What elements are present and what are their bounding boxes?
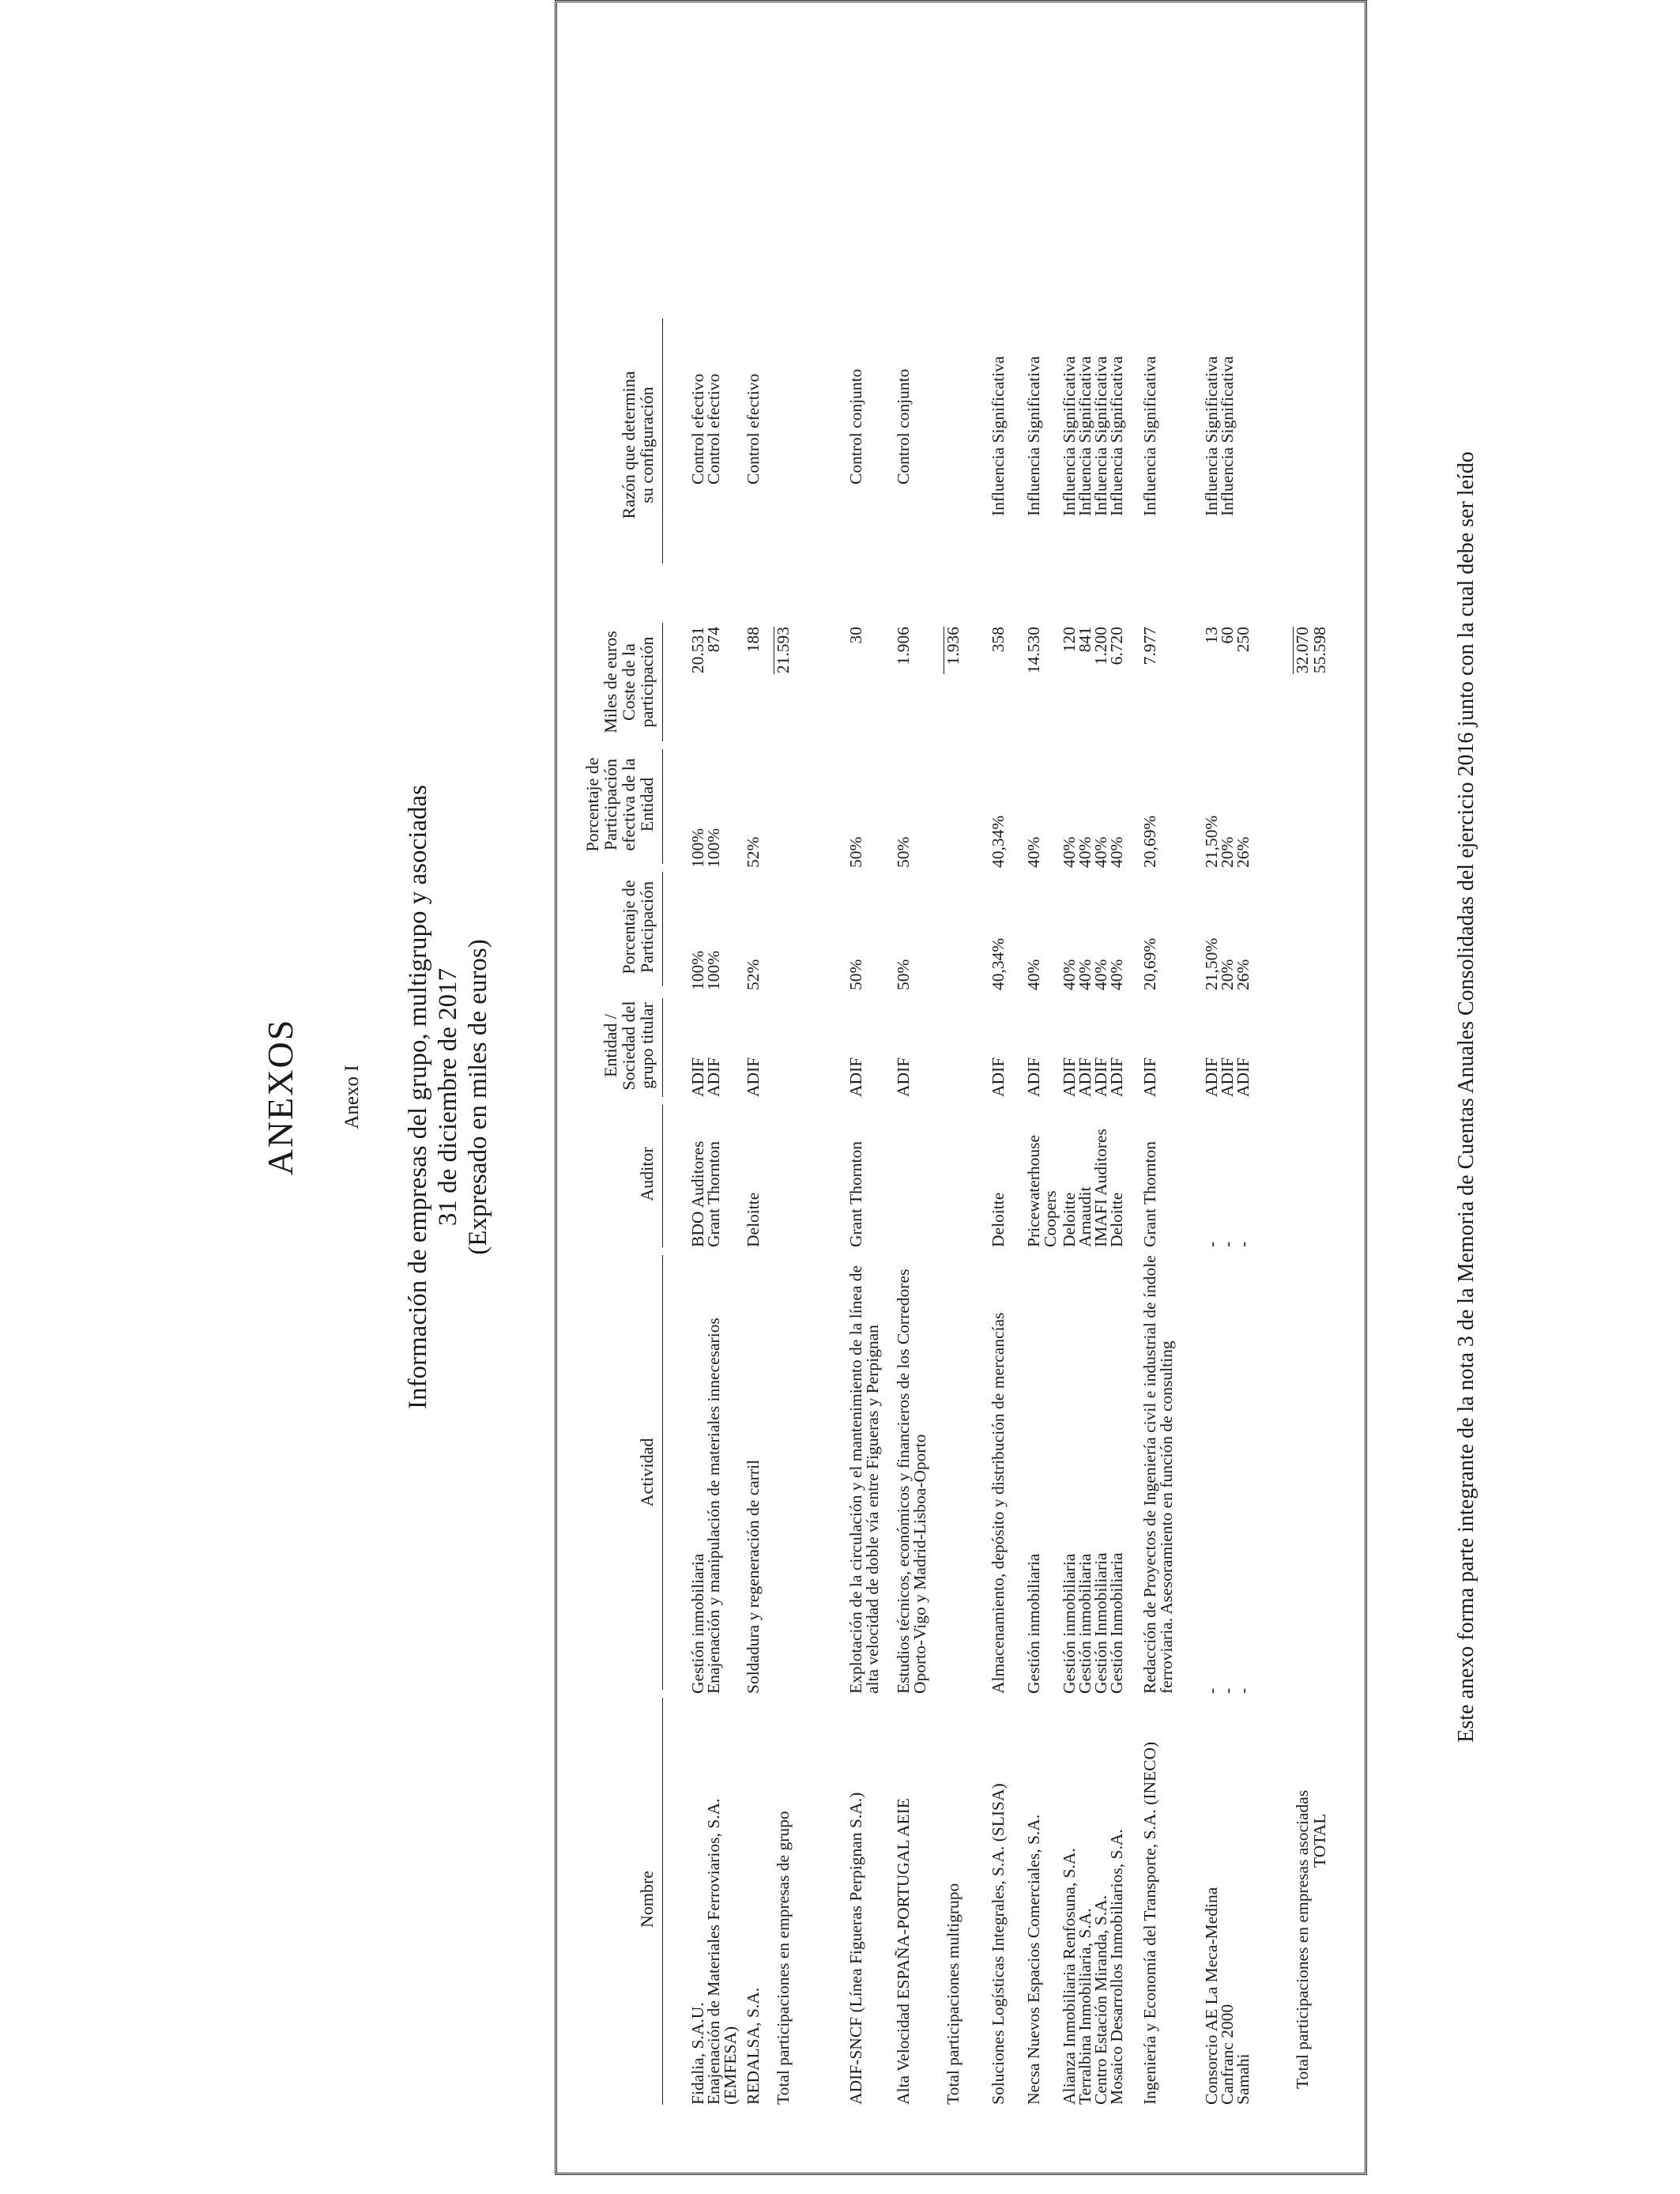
header-rule: [662, 319, 663, 564]
header-rule: [662, 872, 663, 986]
row-cost: 1.906: [894, 627, 913, 665]
row-cost: 358: [989, 627, 1008, 653]
header-pct-part-line: Porcentaje de: [619, 880, 638, 974]
row-entity: ADIF: [846, 1057, 865, 1097]
header-razon-line: Razón que determina: [619, 371, 638, 519]
row-pct-effective: 26%: [1234, 836, 1252, 868]
row-name: Alta Velocidad ESPAÑA-PORTUGAL AEIE: [894, 1798, 913, 2105]
row-auditor: Deloitte: [989, 1192, 1008, 1247]
row-activity: -: [1218, 1687, 1237, 1694]
row-cost: 13: [1202, 627, 1221, 644]
row-pct: 21,50%: [1202, 937, 1221, 990]
row-name: ADIF-SNCF (Línea Figueras Perpignan S.A.): [846, 1792, 865, 2105]
page-subtitle: Anexo I: [341, 1065, 363, 1129]
row-pct: 20,69%: [1140, 937, 1159, 990]
row-reason: Control efectivo: [688, 373, 707, 484]
grand-total-label: TOTAL: [1310, 1813, 1329, 1868]
row-cost: 30: [846, 627, 865, 644]
report-heading: [403, 0, 493, 2194]
row-pct: 100%: [704, 950, 723, 990]
row-pct-effective: 20,69%: [1140, 815, 1159, 868]
row-auditor: -: [1218, 1241, 1237, 1247]
row-reason: Control conjunto: [846, 368, 865, 484]
row-reason: Influencia Significativa: [1107, 356, 1126, 516]
row-entity: ADIF: [1218, 1057, 1237, 1097]
row-cost: 60: [1218, 627, 1237, 644]
row-reason: Influencia Significativa: [1140, 356, 1159, 516]
row-reason: Influencia Significativa: [1202, 356, 1221, 516]
row-pct: 50%: [846, 959, 865, 990]
row-reason: Influencia Significativa: [989, 356, 1008, 516]
header-rule: [662, 998, 663, 1097]
header-rule: [662, 1105, 663, 1247]
row-entity: ADIF: [989, 1057, 1008, 1097]
row-cost: 7.977: [1140, 627, 1159, 665]
header-auditor: [638, 1101, 656, 1247]
row-pct-effective: 40,34%: [989, 815, 1008, 868]
row-pct-effective: 52%: [744, 836, 763, 868]
row-reason: Control efectivo: [704, 373, 723, 484]
row-entity: ADIF: [1060, 1057, 1079, 1097]
row-pct: 40,34%: [989, 937, 1008, 990]
row-auditor: Coopers: [1041, 1190, 1060, 1247]
participations-table: [555, 0, 1367, 2175]
row-auditor: -: [1202, 1241, 1221, 1247]
row-activity: Soldadura y regeneración de carril: [744, 1459, 763, 1694]
row-name: Alianza Inmobiliaria Renfosuna, S.A.: [1060, 1848, 1079, 2105]
row-name: Necsa Nuevos Espacios Comerciales, S.A.: [1024, 1814, 1043, 2105]
row-auditor: -: [1234, 1241, 1252, 1247]
row-name: Total participaciones en empresas de grupo: [774, 1811, 793, 2105]
row-entity: ADIF: [744, 1057, 763, 1097]
row-activity: Enajenación y manipulación de materiales innecesarios: [704, 1318, 723, 1694]
row-pct: 26%: [1234, 959, 1252, 990]
row-entity: ADIF: [688, 1057, 707, 1097]
row-activity: -: [1202, 1687, 1221, 1694]
row-pct-effective: 50%: [846, 836, 865, 868]
row-activity: Gestión inmobiliaria: [1075, 1553, 1094, 1694]
footer-note: Este anexo forma parte integrante de la nota 3 de la Memoria de Cuentas Anuales Consolidadas del ejercicio 2016 junto con la cual debe ser leído: [1454, 451, 1478, 1743]
header-actividad: [638, 1251, 656, 1694]
row-name: Terralbina Inmobiliaria, S.A.: [1075, 1908, 1094, 2105]
row-pct-effective: 40%: [1091, 836, 1110, 868]
row-cost: 1.200: [1091, 627, 1110, 665]
row-activity: alta velocidad de doble vía entre Figueras y Perpignan: [863, 1325, 882, 1694]
row-activity: Gestión inmobiliaria: [1024, 1553, 1043, 1694]
row-cost: 14.530: [1024, 627, 1043, 674]
row-name: Samahi: [1234, 2053, 1252, 2105]
row-reason: Control efectivo: [744, 373, 763, 484]
row-cost: 120: [1060, 627, 1079, 653]
header-pct-efectiva-line: Entidad: [637, 777, 657, 832]
row-entity: ADIF: [1140, 1057, 1159, 1097]
header-razon: [620, 326, 656, 564]
row-reason: Influencia Significativa: [1091, 356, 1110, 516]
row-pct: 40%: [1075, 959, 1094, 990]
header-entidad-line: Entidad /: [601, 1013, 620, 1078]
row-pct-effective: 40%: [1107, 836, 1126, 868]
row-name: Enajenación de Materiales Ferroviarios, S.A.: [704, 1798, 723, 2105]
row-pct-effective: 100%: [704, 827, 723, 868]
header-pct-part: [620, 868, 656, 986]
row-pct: 52%: [744, 959, 763, 990]
row-entity: ADIF: [1202, 1057, 1221, 1097]
row-pct-effective: 100%: [688, 827, 707, 868]
header-entidad-line: grupo titular: [637, 1002, 657, 1089]
row-entity: ADIF: [1107, 1057, 1126, 1097]
header-rule: [662, 623, 663, 741]
grand-total-value: 55.598: [1310, 627, 1329, 674]
row-activity: Gestión inmobiliaria: [1060, 1553, 1079, 1694]
row-name: REDALSA, S.A.: [744, 1987, 763, 2105]
row-activity: Oporto-Vigo y Madrid-Lisboa-Oporto: [910, 1434, 929, 1694]
header-rule: [662, 749, 663, 864]
page-title: ANEXOS: [260, 1018, 300, 1176]
row-pct-effective: 20%: [1218, 836, 1237, 868]
heading-line-2: 31 de diciembre de 2017: [434, 967, 462, 1227]
header-entidad: [601, 994, 656, 1097]
row-cost: 6.720: [1107, 627, 1126, 665]
row-auditor: Deloitte: [744, 1192, 763, 1247]
row-activity: -: [1234, 1687, 1252, 1694]
row-auditor: Grant Thornton: [1140, 1141, 1159, 1247]
row-reason: Influencia Significativa: [1075, 356, 1094, 516]
row-auditor: Arnaudit: [1075, 1186, 1094, 1247]
heading-line-3: (Expresado en miles de euros): [464, 939, 492, 1255]
row-entity: ADIF: [704, 1057, 723, 1097]
row-pct: 100%: [688, 950, 707, 990]
row-pct-effective: 40%: [1060, 836, 1079, 868]
row-cost: 841: [1075, 627, 1094, 653]
row-cost: 874: [704, 627, 723, 653]
header-coste-line: Miles de euros: [601, 631, 620, 733]
row-entity: ADIF: [1075, 1057, 1094, 1097]
row-pct: 20%: [1218, 959, 1237, 990]
header-coste: [601, 623, 656, 741]
row-name: Centro Estación Miranda, S.A.: [1091, 1894, 1110, 2105]
row-cost: 188: [744, 627, 763, 653]
subtotal-value: 21.593: [774, 627, 793, 674]
subtotal-value: 1.936: [944, 627, 962, 665]
heading-line-1: Información de empresas del grupo, multigrupo y asociadas: [404, 785, 432, 1409]
row-activity: Redacción de Proyectos de Ingeniería civil e industrial de índole: [1140, 1255, 1159, 1694]
header-rule: [662, 1698, 663, 2105]
row-activity: Gestión inmobiliaria: [688, 1553, 707, 1694]
row-reason: Influencia Significativa: [1060, 356, 1079, 516]
header-pct-efectiva-line: Participación: [601, 758, 620, 851]
row-auditor: Grant Thornton: [704, 1141, 723, 1247]
row-reason: Influencia Significativa: [1024, 356, 1043, 516]
row-pct: 50%: [894, 959, 913, 990]
row-entity: ADIF: [1091, 1057, 1110, 1097]
row-activity: Almacenamiento, depósito y distribución de mercancías: [989, 1312, 1008, 1694]
row-activity: Explotación de la circulación y el mantenimiento de la línea de: [846, 1265, 865, 1694]
row-auditor: Grant Thornton: [846, 1141, 865, 1247]
row-activity: Estudios técnicos, económicos y financieros de los Corredores: [894, 1269, 913, 1694]
row-entity: ADIF: [1234, 1057, 1252, 1097]
row-reason: Influencia Significativa: [1218, 356, 1237, 516]
header-razon-line: su configuración: [637, 386, 657, 503]
header-coste-line: participación: [637, 636, 657, 728]
header-nombre: [638, 1694, 656, 2105]
row-name: Mosaico Desarrollos Inmobiliarios, S.A.: [1107, 1829, 1126, 2105]
header-nombre-line: Nombre: [637, 1870, 657, 1928]
row-name: Canfranc 2000: [1218, 2004, 1237, 2105]
row-name: Fidalia, S.A.U.: [688, 2002, 707, 2105]
row-auditor: Deloitte: [1107, 1192, 1126, 1247]
header-rule: [662, 1255, 663, 1690]
row-activity: Gestión Inmobiliaria: [1107, 1552, 1126, 1694]
row-activity: ferroviaria. Asesoramiento en función de consulting: [1157, 1340, 1176, 1694]
row-cost: 20.531: [688, 627, 707, 674]
total-associates-value: 32.070: [1293, 627, 1312, 674]
row-auditor: Pricewaterhouse: [1024, 1134, 1043, 1247]
row-name: Consorcio AE La Meca-Medina: [1202, 1887, 1221, 2105]
header-entidad-line: Sociedad del: [619, 1001, 638, 1091]
row-pct: 40%: [1060, 959, 1079, 990]
row-name: Soluciones Logísticas Integrales, S.A. (SLISA): [989, 1783, 1008, 2105]
row-pct-effective: 21,50%: [1202, 815, 1221, 868]
row-name: Total participaciones multigrupo: [944, 1883, 962, 2105]
row-pct-effective: 40%: [1075, 836, 1094, 868]
row-name: (EMFESA): [721, 2026, 740, 2105]
row-pct-effective: 40%: [1024, 836, 1043, 868]
total-associates-label: Total participaciones en empresas asociadas: [1293, 1789, 1312, 2089]
header-pct-efectiva: [583, 745, 656, 864]
row-pct: 40%: [1024, 959, 1043, 990]
header-pct-part-line: Participación: [637, 880, 657, 974]
row-pct: 40%: [1107, 959, 1126, 990]
row-pct: 40%: [1091, 959, 1110, 990]
header-auditor-line: Auditor: [637, 1147, 657, 1201]
header-coste-line: Coste de la: [619, 643, 638, 721]
header-pct-efectiva-line: Porcentaje de: [582, 757, 602, 852]
header-pct-efectiva-line: efectiva de la: [619, 758, 638, 851]
row-cost: 250: [1234, 627, 1252, 653]
row-auditor: IMAFI Auditores: [1091, 1129, 1110, 1247]
header-actividad-line: Actividad: [637, 1438, 657, 1507]
row-auditor: Deloitte: [1060, 1192, 1079, 1247]
row-activity: Gestión Inmobiliaria: [1091, 1552, 1110, 1694]
row-reason: Control conjunto: [894, 368, 913, 484]
row-pct-effective: 50%: [894, 836, 913, 868]
row-name: Ingeniería y Economía del Transporte, S.A. (INECO): [1140, 1741, 1159, 2105]
row-entity: ADIF: [894, 1057, 913, 1097]
row-entity: ADIF: [1024, 1057, 1043, 1097]
row-auditor: BDO Auditores: [688, 1140, 707, 1247]
